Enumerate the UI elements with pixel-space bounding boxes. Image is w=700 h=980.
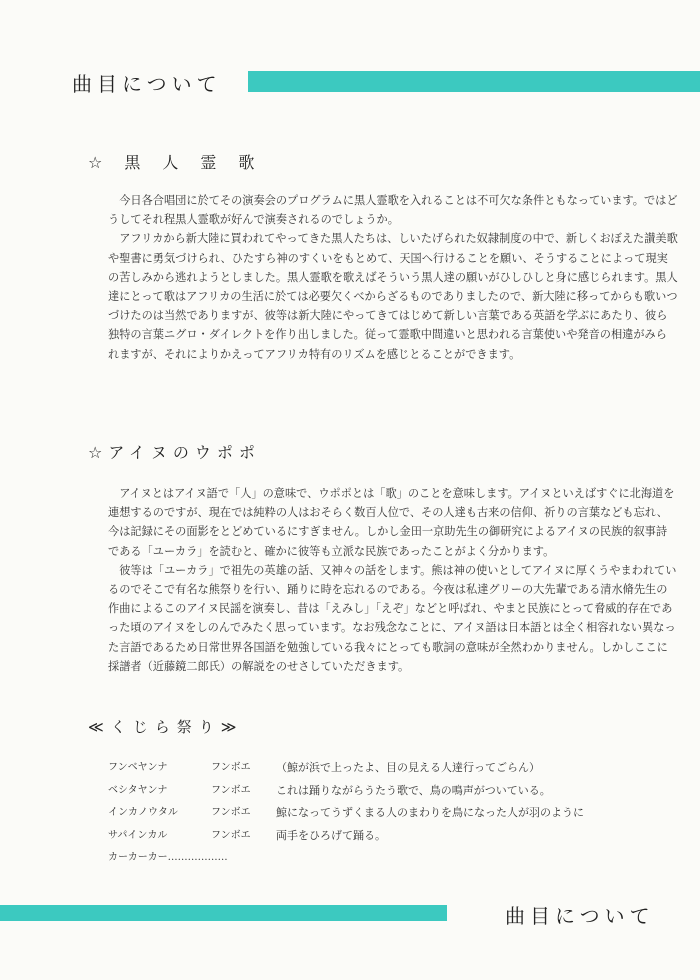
song-note-line: 両手をひろげて踊る。 <box>276 828 386 842</box>
lyric-ainu: カーカーカー……………… <box>108 852 228 863</box>
lyric-ainu: インカノウタル <box>108 807 178 818</box>
lyric-ainu: フンベヤンナ <box>108 762 168 773</box>
song-title: ≪くじら祭り≫ <box>88 718 244 736</box>
lyric-refrain: フンボエ <box>211 784 251 796</box>
song-notes <box>276 757 584 847</box>
lyric-ainu: サパインカル <box>108 829 168 841</box>
lyric-refrain: フンボエ <box>211 762 251 773</box>
paragraph: アイヌとはアイヌ語で「人」の意味で、ウポポとは「歌」のことを意味します。アイヌといえばすぐに北海道を連想するのですが、現在では純粋の人はおそらく数百人位で、その人達も古来の信仰、祈りの言葉なども忘れ、今は記録にその面影をとどめているにすぎません。しかし金田一京助先生の御研究によるアイヌの民族的叙事詩である「ユーカラ」を読むと、確かに彼等も立派な民族であったことがよく分かります。 <box>108 487 675 558</box>
page-footer-title: 曲目について <box>505 904 655 928</box>
paragraph: 彼等は「ユーカラ」で祖先の英雄の話、又神々の話をします。熊は神の使いとしてアイヌに厚くうやまわれているのでそこで有名な熊祭りを行い、踊りに時を忘れるのである。今夜は私達グリーの大先輩である清水脩先生の作曲によるこのアイヌ民謡を演奏し、昔は「えみし」「えぞ」などと呼ばれ、やまと民族にとって脅威的存在であった頃のアイヌをしのんでみたく思っています。なお残念なことに、アイヌ語は日本語とは全く相容れない異なった言語であるため日常世界各国語を勉強している我々にとっても歌詞の意味が全然わかりません。しかしここに採譜者（近藤鏡二郎氏）の解説をのせさしていただきます。 <box>108 563 677 673</box>
section-body-negro-spirituals <box>108 191 678 364</box>
page-header-title: 曲目について <box>72 72 222 96</box>
song-note-line: これは踊りながらうたう歌で、鳥の鳴声がついている。 <box>276 783 551 797</box>
section-heading-negro-spirituals: ☆黒人霊歌 <box>88 153 277 172</box>
section-heading-ainu-upopo: ☆アイヌのウポポ <box>88 443 261 462</box>
song-note-line: 鯨になってうずくまる人のまわりを鳥になった人が羽のように <box>276 806 584 819</box>
header-accent-bar <box>248 71 700 92</box>
lyric-refrain: フンボエ <box>211 829 251 841</box>
footer-accent-bar <box>0 905 447 921</box>
lyric-refrain: フンボエ <box>211 807 251 818</box>
section-body-ainu-upopo <box>108 484 678 676</box>
lyric-ainu: ベシタヤンナ <box>108 784 168 796</box>
song-note-line: （鯨が浜で上ったよ、目の見える人達行ってごらん） <box>276 761 540 774</box>
paragraph: アフリカから新大陸に買われてやってきた黒人たちは、しいたげられた奴隷制度の中で、新しくおぼえた讃美歌や聖書に勇気づけられ、ひたすら神のすくいをもとめて、天国へ行けることを願い、そうすることによって現実の苦しみから逃れようとしました。黒人霊歌を歌えばそういう黒人達の願いがひしひしと身に感じられます。黒人達にとって歌はアフリカの生活に於ては必要欠くべからざるものでありましたので、新大陸に移ってからも歌いつづけたのは当然でありますが、彼等は新大陸にやってきてはじめて新しい言葉である英語を学ぶにあたり、彼ら独特の言葉ニグロ・ダイレクトを作り出しました。従って霊歌中間違いと思われる言葉使いや発音の相違がみられますが、それによりかえってアフリカ特有のリズムを感じとることができます。 <box>108 232 678 361</box>
paragraph: 今日各合唱団に於てその演奏会のプログラムに黒人霊歌を入れることは不可欠な条件ともなっています。ではどうしてそれ程黒人霊歌が好んで演奏されるのでしょうか。 <box>108 194 678 227</box>
